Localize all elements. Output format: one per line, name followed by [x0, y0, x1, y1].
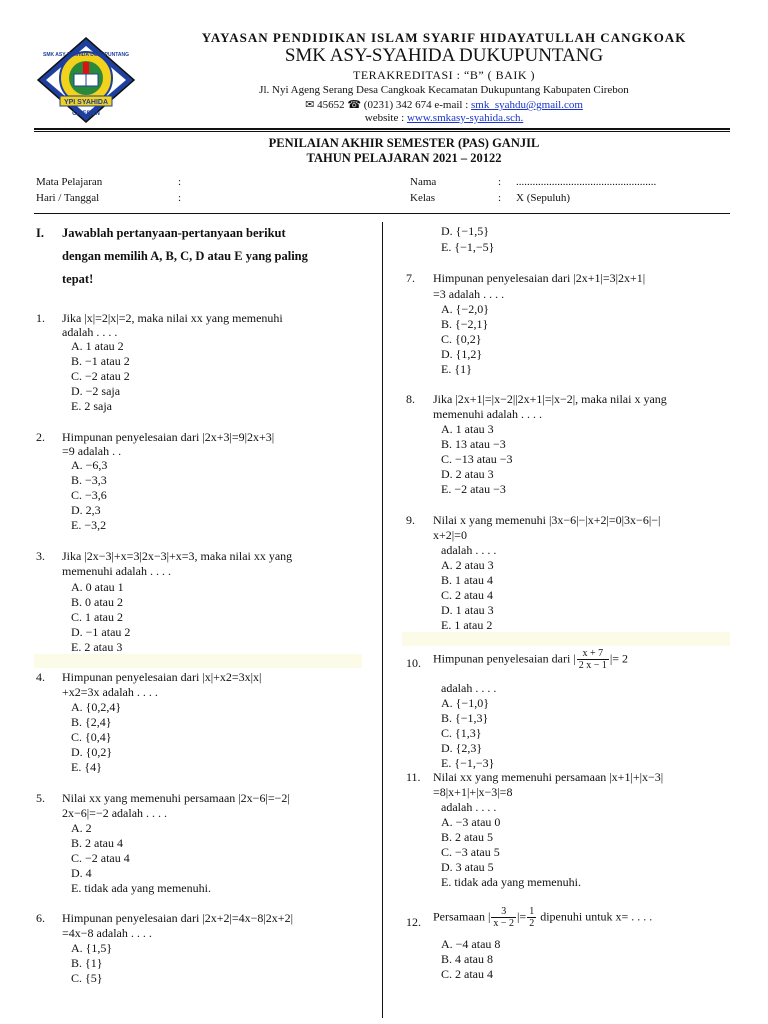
name-value: ...................................................: [516, 176, 657, 188]
option-d[interactable]: D. {−1,5}: [441, 224, 489, 238]
question-text: =8|x+1|+|x−3|=8: [433, 785, 513, 799]
option-e[interactable]: E. 1 atau 2: [441, 618, 493, 632]
date-label: Hari / Tanggal: [36, 192, 100, 204]
option-b[interactable]: B. 2 atau 5: [441, 830, 493, 844]
question-text: adalah . . . .: [441, 800, 497, 814]
option-c[interactable]: C. 2 atau 4: [441, 967, 493, 981]
option-c[interactable]: C. −13 atau −3: [441, 452, 513, 466]
option-a[interactable]: A. 1 atau 2: [71, 339, 124, 353]
option-d[interactable]: D. −1 atau 2: [71, 625, 131, 639]
option-d[interactable]: D. 1 atau 3: [441, 603, 494, 617]
option-a[interactable]: A. 2 atau 3: [441, 558, 494, 572]
option-b[interactable]: B. {−2,1}: [441, 317, 489, 331]
exam-year: TAHUN PELAJARAN 2021 – 20122: [306, 151, 502, 165]
logo-bottom-text: CIREBON: [72, 111, 100, 117]
school-name: SMK ASY-SYAHIDA DUKUPUNTANG: [284, 45, 604, 66]
option-d[interactable]: D. {0,2}: [71, 745, 113, 759]
question-text: =9 adalah . .: [62, 444, 122, 458]
question-number: 9.: [406, 513, 415, 527]
fraction-numerator: 3: [491, 906, 516, 918]
question-text: +x2=3x adalah . . . .: [62, 685, 158, 699]
option-c[interactable]: C. −2 atau 2: [71, 369, 130, 383]
option-a[interactable]: A. 0 atau 1: [71, 580, 124, 594]
highlight-band: [402, 632, 730, 646]
option-e[interactable]: E. {−1,−5}: [441, 240, 495, 254]
option-b[interactable]: B. {1}: [71, 956, 103, 970]
option-d[interactable]: D. 3 atau 5: [441, 860, 494, 874]
question-number: 11.: [406, 770, 421, 784]
question-text: adalah . . . .: [441, 543, 497, 557]
option-c[interactable]: C. {5}: [71, 971, 103, 985]
question-text: adalah . . . .: [62, 325, 118, 339]
section-number: I.: [36, 226, 44, 240]
class-label: Kelas: [410, 192, 436, 204]
contact-line: [60, 98, 768, 111]
header-rule-thin: [34, 131, 730, 132]
question-number: 7.: [406, 271, 415, 285]
option-c[interactable]: C. −3,6: [71, 488, 107, 502]
option-d[interactable]: D. {1,2}: [441, 347, 483, 361]
contact-prefix: 45652 ☎ (0231) 342 674 e-mail :: [317, 99, 472, 111]
fraction-denominator: x − 2: [493, 918, 515, 929]
option-a[interactable]: A. {−2,0}: [441, 302, 489, 316]
question-text: memenuhi adalah . . . .: [62, 564, 171, 578]
option-c[interactable]: C. {0,4}: [71, 730, 112, 744]
school-address: Jl. Nyi Ageng Serang Desa Cangkoak Kecamatan Dukupuntang Kabupaten Cirebon: [259, 84, 629, 96]
option-a[interactable]: A. {0,2,4}: [71, 700, 122, 714]
question-text: Jika |2x−3|+x=3|2x−3|+x=3, maka nilai xx yang: [62, 549, 293, 563]
question-text: Jika |2x+1|=|x−2||2x+1|=|x−2|, maka nilai x yang: [433, 392, 667, 406]
fraction: [577, 648, 609, 671]
option-e[interactable]: E. −3,2: [71, 518, 107, 532]
date-colon: :: [178, 192, 182, 204]
fraction: [491, 906, 516, 929]
question-text: [433, 906, 652, 929]
fraction-numerator: x + 7: [577, 648, 609, 660]
option-b[interactable]: B. 2 atau 4: [71, 836, 123, 850]
option-c[interactable]: C. −3 atau 5: [441, 845, 500, 859]
website-label: website :: [364, 112, 407, 124]
class-colon: :: [498, 192, 502, 204]
option-b[interactable]: B. {2,4}: [71, 715, 112, 729]
option-c[interactable]: C. 1 atau 2: [71, 610, 123, 624]
option-e[interactable]: E. tidak ada yang memenuhi.: [71, 881, 211, 895]
question-text: memenuhi adalah . . . .: [433, 407, 542, 421]
question-text: Himpunan penyelesaian dari |2x+1|=3|2x+1|: [433, 271, 646, 285]
option-b[interactable]: B. 13 atau −3: [441, 437, 506, 451]
option-a[interactable]: A. {−1,0}: [441, 696, 489, 710]
question-text: adalah . . . .: [441, 681, 497, 695]
mail-icon: ✉: [305, 99, 315, 111]
question-text: Himpunan penyelesaian dari |2x+3|=9|2x+3|: [62, 430, 275, 444]
option-d[interactable]: D. 2 atau 3: [441, 467, 494, 481]
question-number: 10.: [406, 656, 421, 670]
fraction-numerator: 1: [529, 906, 535, 917]
name-label: Nama: [410, 176, 437, 188]
option-b[interactable]: B. {−1,3}: [441, 711, 489, 725]
highlight-band: [34, 654, 362, 668]
logo-banner-text: YPI SYAHIDA: [63, 99, 109, 106]
option-d[interactable]: D. 2,3: [71, 503, 101, 517]
question-text-end: |= 2: [609, 651, 628, 666]
option-b[interactable]: B. −1 atau 2: [71, 354, 130, 368]
option-c[interactable]: C. 2 atau 4: [441, 588, 493, 602]
subject-label: Mata Pelajaran: [36, 176, 103, 188]
option-a[interactable]: A. 1 atau 3: [441, 422, 494, 436]
option-b[interactable]: B. 4 atau 8: [441, 952, 493, 966]
question-text: Nilai x yang memenuhi |3x−6|−|x+2|=0|3x−6|−|: [433, 513, 661, 527]
question-text: [433, 648, 628, 671]
class-value: X (Sepuluh): [516, 192, 571, 204]
option-c[interactable]: C. −2 atau 4: [71, 851, 130, 865]
option-e[interactable]: E. {−1,−3}: [441, 756, 495, 770]
exam-title: PENILAIAN AKHIR SEMESTER (PAS) GANJIL: [268, 136, 540, 150]
option-e[interactable]: E. 2 atau 3: [71, 640, 123, 654]
question-text: =4x−8 adalah . . . .: [62, 926, 152, 940]
question-text: Himpunan penyelesaian dari |2x+2|=4x−8|2x+2|: [62, 911, 293, 925]
option-d[interactable]: D. −2 saja: [71, 384, 121, 398]
option-d[interactable]: D. 4: [71, 866, 92, 880]
option-a[interactable]: A. −6,3: [71, 458, 108, 472]
option-b[interactable]: B. 0 atau 2: [71, 595, 123, 609]
option-a[interactable]: A. −4 atau 8: [441, 937, 501, 951]
question-text-end: dipenuhi untuk x= . . . .: [540, 909, 653, 924]
option-b[interactable]: B. −3,3: [71, 473, 107, 487]
question-text: Jika |x|=2|x|=2, maka nilai xx yang memenuhi: [62, 311, 283, 325]
fraction: [527, 906, 536, 929]
subject-colon: :: [178, 176, 182, 188]
question-number: 1.: [36, 311, 45, 325]
option-e[interactable]: E. {1}: [441, 362, 472, 376]
option-a[interactable]: A. {1,5}: [71, 941, 113, 955]
question-number: 4.: [36, 670, 45, 684]
website-link[interactable]: www.smkasy-syahida.sch.: [406, 112, 524, 124]
foundation-name: YAYASAN PENDIDIKAN ISLAM SYARIF HIDAYATULLAH CANGKOAK: [201, 30, 687, 45]
option-e[interactable]: E. −2 atau −3: [441, 482, 506, 496]
option-e[interactable]: E. 2 saja: [71, 399, 112, 413]
name-colon: :: [498, 176, 502, 188]
question-number: 2.: [36, 430, 45, 444]
question-number: 5.: [36, 791, 45, 805]
info-rule: [34, 213, 730, 214]
question-text: 2x−6|=−2 adalah . . . .: [62, 806, 168, 820]
question-text: Nilai xx yang memenuhi persamaan |x+1|+|x−3|: [433, 770, 664, 784]
logo-top-text: SMK ASY-SYAHIDA DUKUPUNTANG: [42, 52, 130, 58]
fraction-denominator: 2 x − 1: [578, 660, 607, 671]
question-text: Himpunan penyelesaian dari |x|+x2=3x|x|: [62, 670, 262, 684]
email-link[interactable]: smk_syahdu@gmail.com: [471, 99, 583, 111]
option-c[interactable]: C. {1,3}: [441, 726, 482, 740]
question-text: x+2|=0: [433, 528, 467, 542]
header-rule-thick: [34, 128, 730, 130]
option-e[interactable]: E. {4}: [71, 760, 102, 774]
question-number: 6.: [36, 911, 45, 925]
option-a[interactable]: A. 2: [71, 821, 92, 835]
question-text: Nilai xx yang memenuhi persamaan |2x−6|=−2|: [62, 791, 290, 805]
option-e[interactable]: E. tidak ada yang memenuhi.: [441, 875, 581, 889]
instruction-line-2: dengan memilih A, B, C, D atau E yang paling: [62, 249, 308, 263]
question-number: 3.: [36, 549, 45, 563]
column-divider: [382, 222, 383, 1018]
instruction-line-1: Jawablah pertanyaan-pertanyaan berikut: [62, 226, 286, 240]
option-b[interactable]: B. 1 atau 4: [441, 573, 493, 587]
question-number: 8.: [406, 392, 415, 406]
instruction-line-3: tepat!: [62, 272, 94, 286]
question-text-mid: |=: [517, 909, 527, 924]
accreditation: TERAKREDITASI : “B” ( BAIK ): [352, 68, 535, 82]
fraction-denominator: 2: [529, 918, 535, 929]
question-text-start: Himpunan penyelesaian dari |: [433, 651, 576, 666]
option-d[interactable]: D. {2,3}: [441, 741, 483, 755]
option-a[interactable]: A. −3 atau 0: [441, 815, 501, 829]
question-number: 12.: [406, 915, 421, 929]
question-text: =3 adalah . . . .: [433, 287, 505, 301]
website-line: [60, 112, 768, 124]
option-c[interactable]: C. {0,2}: [441, 332, 482, 346]
question-text-start: Persamaan |: [433, 909, 491, 924]
